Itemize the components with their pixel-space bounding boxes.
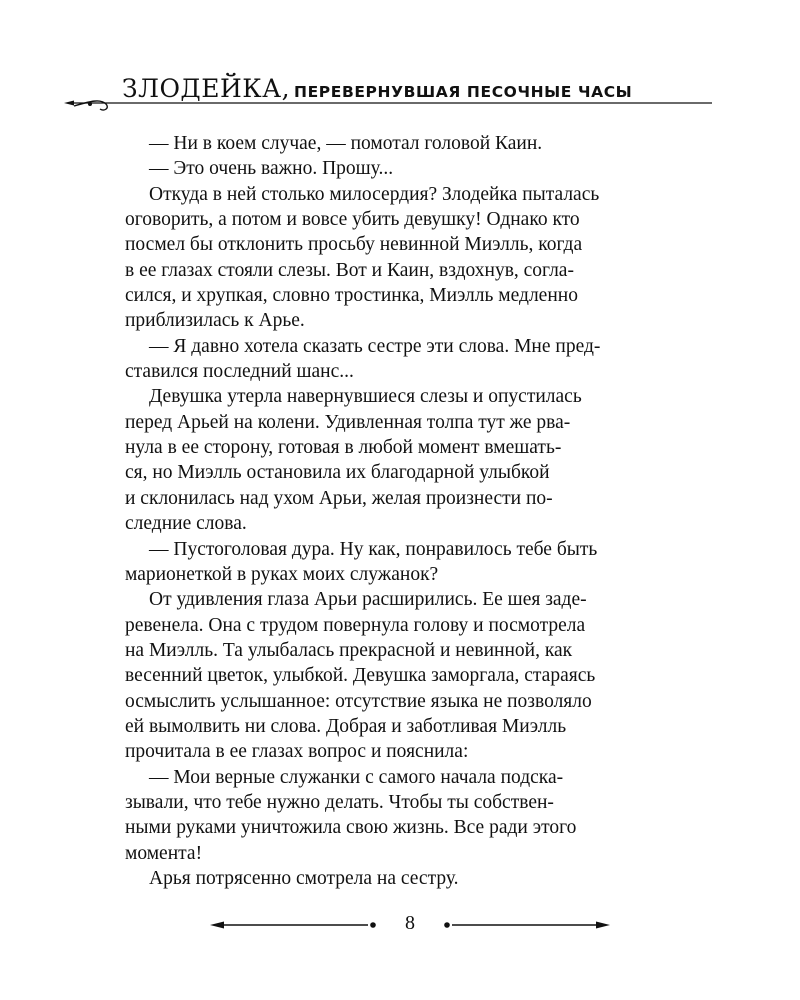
text-line: сился, и хрупкая, словно тростинка, Миэлль медленно [125,285,578,307]
text-line: перед Арьей на колени. Удивленная толпа тут же рва- [125,411,571,433]
text-line: зывали, что тебе нужно делать. Чтобы ты собствен- [125,791,554,813]
book-title-sub: ПЕРЕВЕРНУВШАЯ ПЕСОЧНЫЕ ЧАСЫ [294,83,633,101]
text-line: следние слова. [125,513,247,535]
text-line: нула в ее сторону, готовая в любой момент вмешать- [125,437,562,459]
text-line: ся, но Миэлль остановила их благодарной улыбкой [125,462,550,484]
text-line: — Мои верные служанки с самого начала подска- [149,766,564,788]
text-line: Откуда в ней столько милосердия? Злодейка пыталась [149,183,600,205]
text-line: момента! [125,842,203,864]
text-line: ными руками уничтожила свою жизнь. Все ради этого [125,817,577,839]
book-title [122,76,632,101]
text-line: оговорить, а потом и вовсе убить девушку! Однако кто [125,209,580,231]
text-line: приблизилась к Арье. [125,310,305,332]
text-line: в ее глазах стояли слезы. Вот и Каин, вздохнув, согла- [125,259,574,281]
text-line: прочитала в ее глазах вопрос и пояснила: [125,741,469,763]
body-text [125,131,702,891]
text-line: на Миэлль. Та улыбалась прекрасной и невинной, как [125,639,573,661]
text-line: ревенела. Она с трудом повернула голову и посмотрела [125,614,586,636]
running-header [60,60,720,120]
text-line: — Пустоголовая дура. Ну как, понравилось тебе быть [149,538,598,560]
text-line: весенний цветок, улыбкой. Девушка заморгала, стараясь [125,665,596,687]
page-footer [200,905,620,945]
text-line: марионеткой в руках моих служанок? [125,563,439,585]
book-title-main: ЗЛОДЕЙКА, [122,74,291,103]
text-line: посмел бы отклонить просьбу невинной Миэлль, когда [125,234,583,256]
page-number: 8 [405,912,415,934]
text-line: осмыслить услышанное: отсутствие языка не позволяло [125,690,592,712]
text-line: — Я давно хотела сказать сестре эти слова. Мне пред- [149,335,601,357]
text-line: Арья потрясенно смотрела на сестру. [149,867,459,889]
text-line: От удивления глаза Арьи расширились. Ее шея заде- [149,589,587,611]
text-line: ставился последний шанс... [125,361,354,383]
text-line: Девушка утерла навернувшиеся слезы и опустилась [149,386,582,408]
header-arrowhead [64,101,74,106]
text-line: — Это очень важно. Прошу... [149,158,394,180]
text-line: и склонилась над ухом Арьи, желая произнести по- [125,487,553,509]
text-line: ей вымолвить ни слова. Добрая и заботливая Миэлль [125,715,567,737]
text-line: — Ни в коем случае, — помотал головой Каин. [149,133,543,154]
